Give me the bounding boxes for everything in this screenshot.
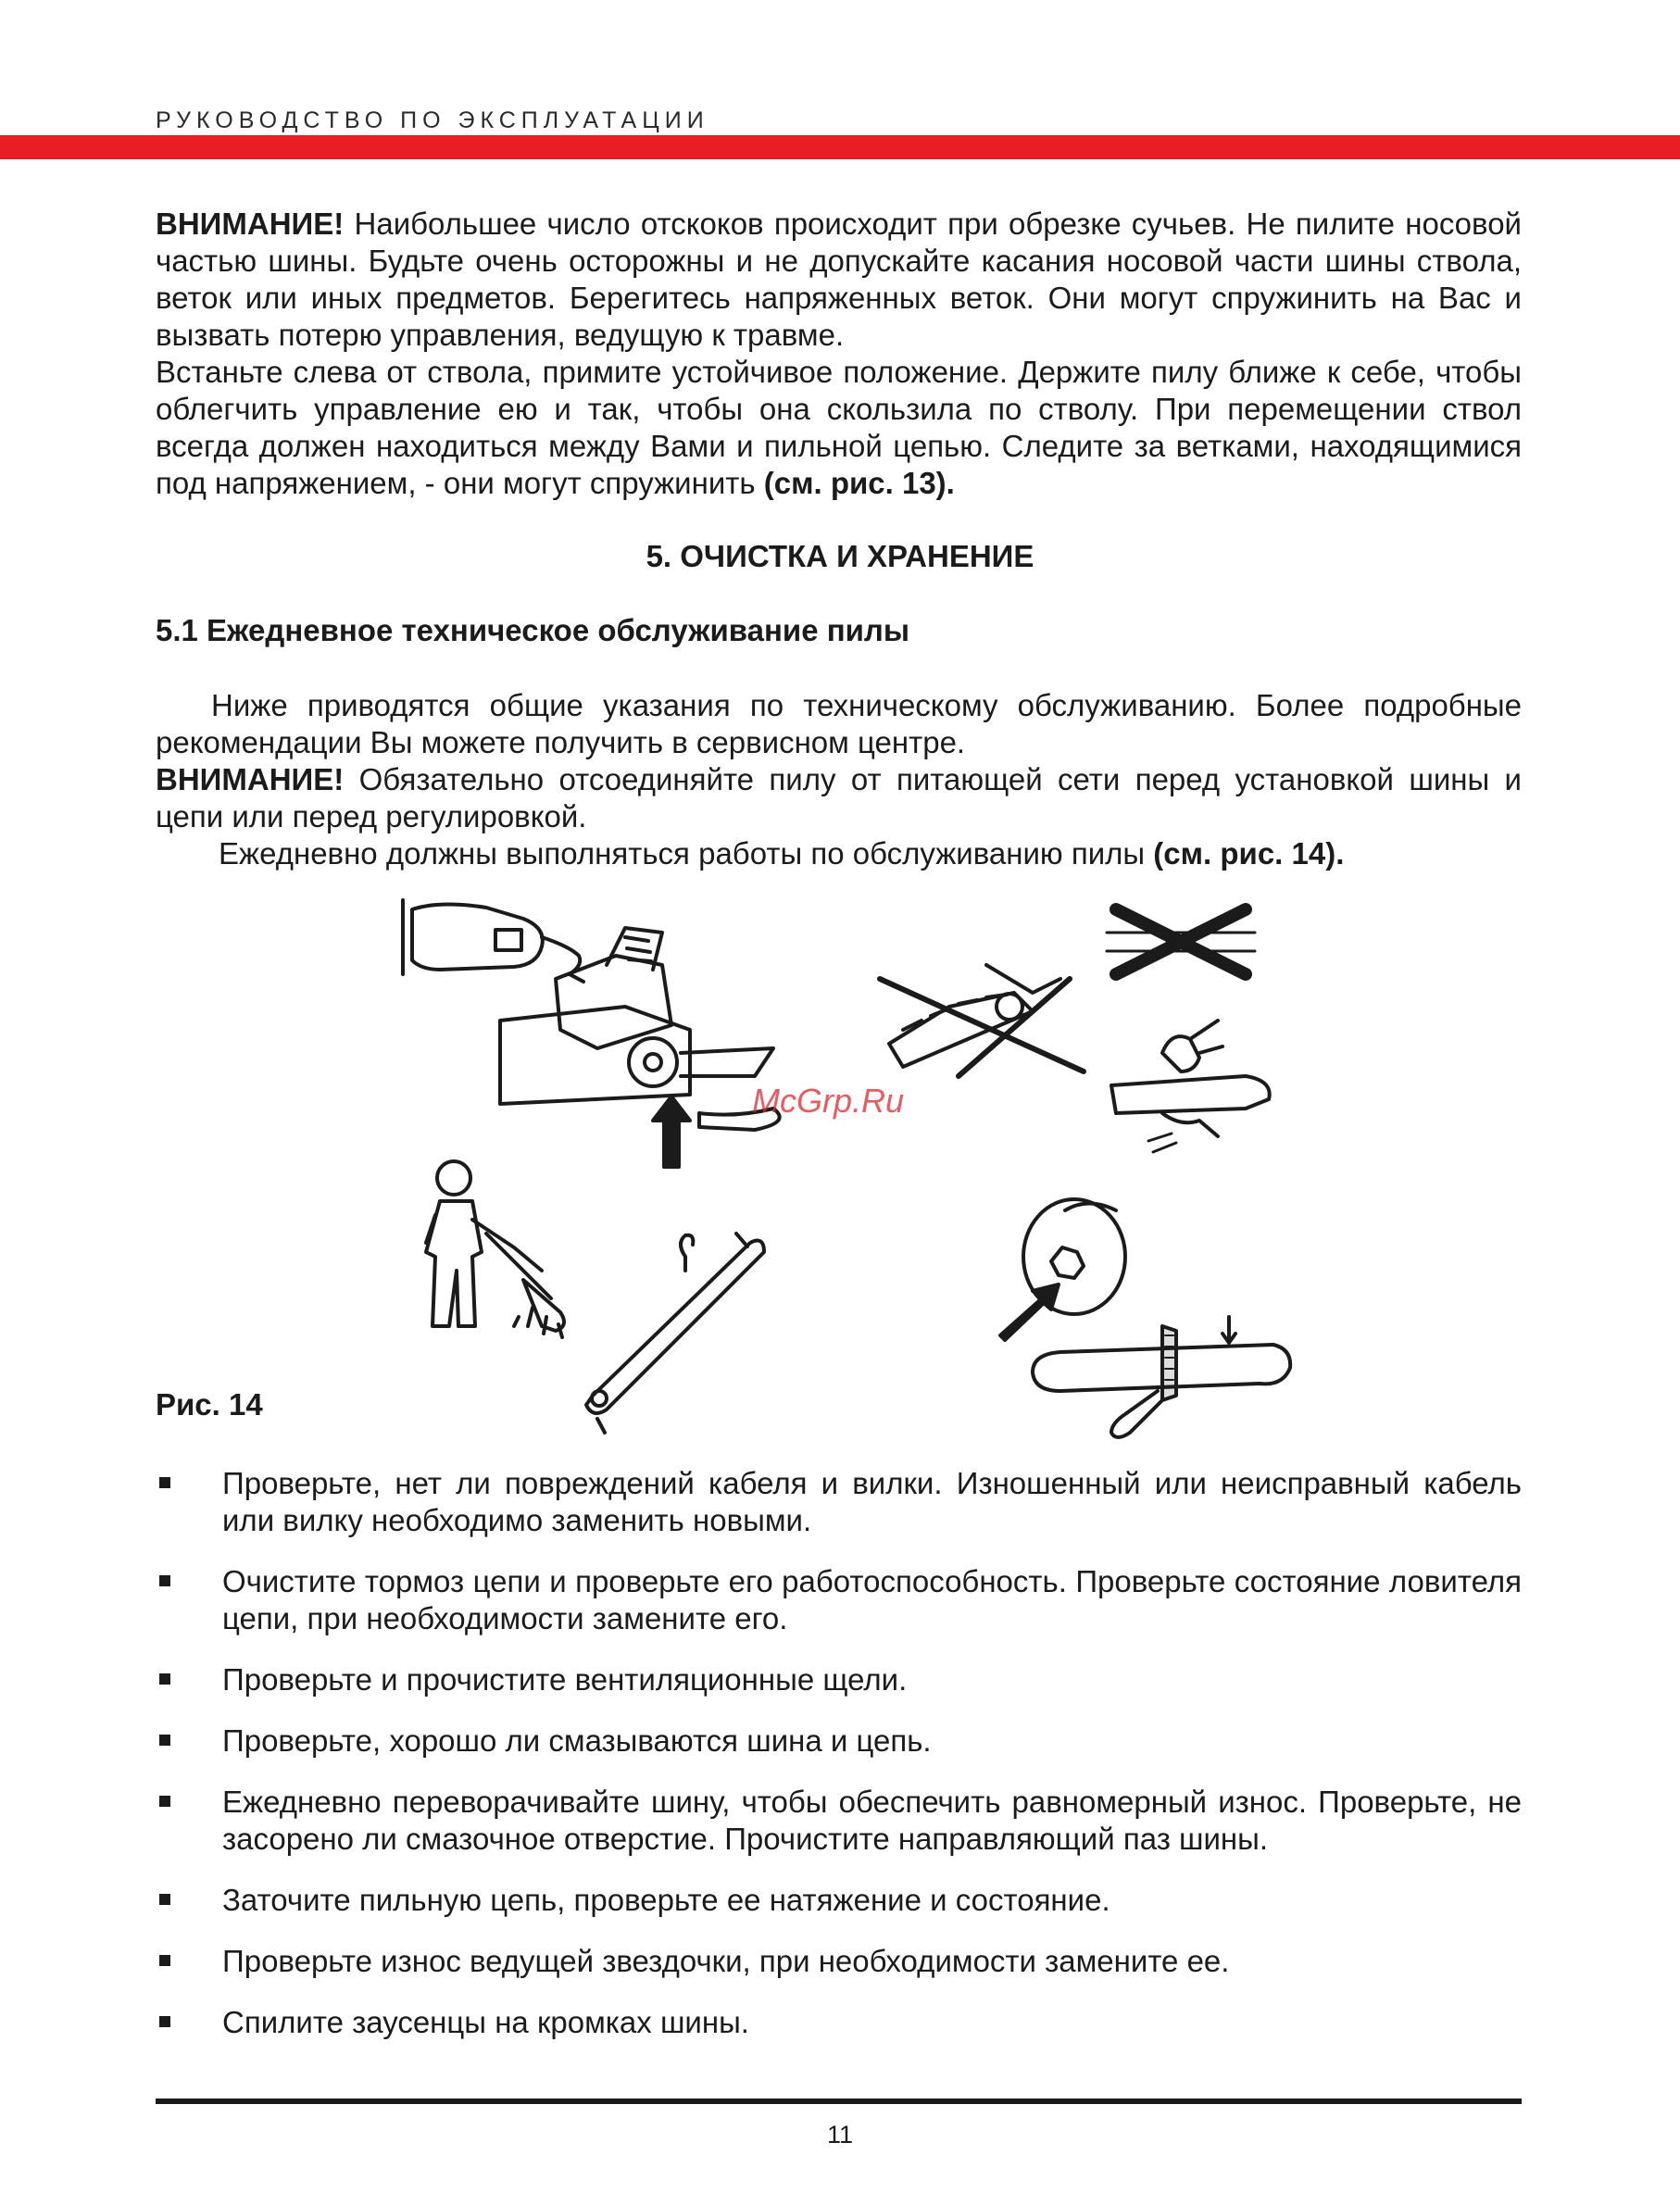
general-paragraph: Ниже приводятся общие указания по техническому обслуживанию. Более подробные рекомендации Вы можете получить в сервисном центре.: [156, 688, 1522, 759]
list-item: [156, 1465, 1522, 1539]
list-item: [156, 1723, 1522, 1760]
list-item-text: Ежедневно переворачивайте шину, чтобы обеспечить равномерный износ. Проверьте, не засорено ли смазочное отверстие. Прочистите направляющий паз шины.: [222, 1785, 1522, 1856]
list-item: [156, 2004, 1522, 2041]
list-item-text: Проверьте, хорошо ли смазываются шина и цепь.: [222, 1723, 932, 1758]
arrow-diagonal-icon: [1000, 1284, 1059, 1340]
list-item: [156, 1943, 1522, 1980]
daily-paragraph: [156, 835, 1522, 872]
hand-file-illustration: [1111, 1021, 1270, 1152]
stance-reference: (см. рис. 13).: [763, 466, 955, 500]
disconnect-warning-label: ВНИМАНИЕ!: [156, 762, 345, 796]
disconnect-warning-paragraph: [156, 761, 1522, 835]
list-item-text: Проверьте и прочистите вентиляционные щели.: [222, 1662, 908, 1697]
bullet-square-icon: [159, 1894, 170, 1905]
header-title: РУКОВОДСТВО ПО ЭКСПЛУАТАЦИИ: [156, 107, 709, 133]
bar-file-illustration: [1033, 1317, 1290, 1437]
warning-label: ВНИМАНИЕ!: [156, 207, 345, 241]
list-item-text: Заточите пильную цепь, проверьте ее натяжение и состояние.: [222, 1883, 1110, 1917]
maintenance-list: [156, 1465, 1522, 2065]
list-item: [156, 1882, 1522, 1919]
crossed-chain-illustration: [880, 965, 1084, 1076]
watermark: McGrp.Ru: [752, 1082, 905, 1120]
maintenance-figure: [384, 891, 1320, 1456]
list-item-text: Спилите заусенцы на кромках шины.: [222, 2005, 749, 2039]
daily-text: Ежедневно должны выполняться работы по обслуживанию пилы: [219, 836, 1154, 871]
subsection-title: 5.1 Ежедневное техническое обслуживание пилы: [156, 613, 910, 647]
bullet-square-icon: [159, 1796, 170, 1807]
figure-caption: Рис. 14: [156, 1387, 263, 1422]
bullet-square-icon: [159, 1735, 170, 1746]
plug-illustration: [403, 900, 583, 982]
bullet-square-icon: [159, 1673, 170, 1685]
header-red-band: [0, 135, 1680, 159]
list-item: [156, 1563, 1522, 1637]
stance-paragraph: [156, 354, 1522, 502]
section-title: 5. ОЧИСТКА И ХРАНЕНИЕ: [646, 539, 1034, 573]
list-item-text: Проверьте, нет ли повреждений кабеля и вилки. Изношенный или неисправный кабель или вилку необходимо заменить новыми.: [222, 1466, 1522, 1537]
bullet-square-icon: [159, 1955, 170, 1966]
disconnect-warning-text: Обязательно отсоединяйте пилу от питающей сети перед установкой шины и цепи или перед регулировкой.: [156, 762, 1522, 833]
daily-reference: (см. рис. 14).: [1153, 836, 1345, 871]
bullet-square-icon: [159, 1477, 170, 1488]
arrow-up-icon: [653, 1096, 690, 1167]
stance-text: Встаньте слева от ствола, примите устойчивое положение. Держите пилу ближе к себе, чтобы облегчить управление ею и так, чтобы она скользила по стволу. При перемещении ствол всегда должен находиться между Вами и пильной цепью. Следите за ветками, находящимися под напряжением, - они могут спружинить: [156, 355, 1522, 500]
bullet-square-icon: [159, 2016, 170, 2027]
warning-paragraph: [156, 206, 1522, 354]
chain-brake-illustration: [500, 928, 780, 1130]
bar-lubrication-illustration: [586, 1234, 764, 1433]
list-item: [156, 1784, 1522, 1858]
list-item-text: Проверьте износ ведущей звездочки, при необходимости замените ее.: [222, 1944, 1230, 1978]
x-chain-illustration: [1107, 909, 1255, 974]
bullet-square-icon: [159, 1575, 170, 1586]
warning-text: Наибольшее число отскоков происходит при обрезке сучьев. Не пилите носовой частью шины. Будьте очень осторожны и не допускайте касания носовой части шины ствола, веток или иных предметов. Берегитесь напряженных веток. Они могут спружинить на Вас и вызвать потерю управления, ведущую к травме.: [156, 207, 1522, 352]
footer-rule: [156, 2099, 1522, 2104]
worker-illustration: [426, 1161, 564, 1337]
page-number: 11: [826, 2121, 854, 2149]
list-item-text: Очистите тормоз цепи и проверьте его работоспособность. Проверьте состояние ловителя цепи, при необходимости замените его.: [222, 1564, 1522, 1635]
list-item: [156, 1661, 1522, 1698]
